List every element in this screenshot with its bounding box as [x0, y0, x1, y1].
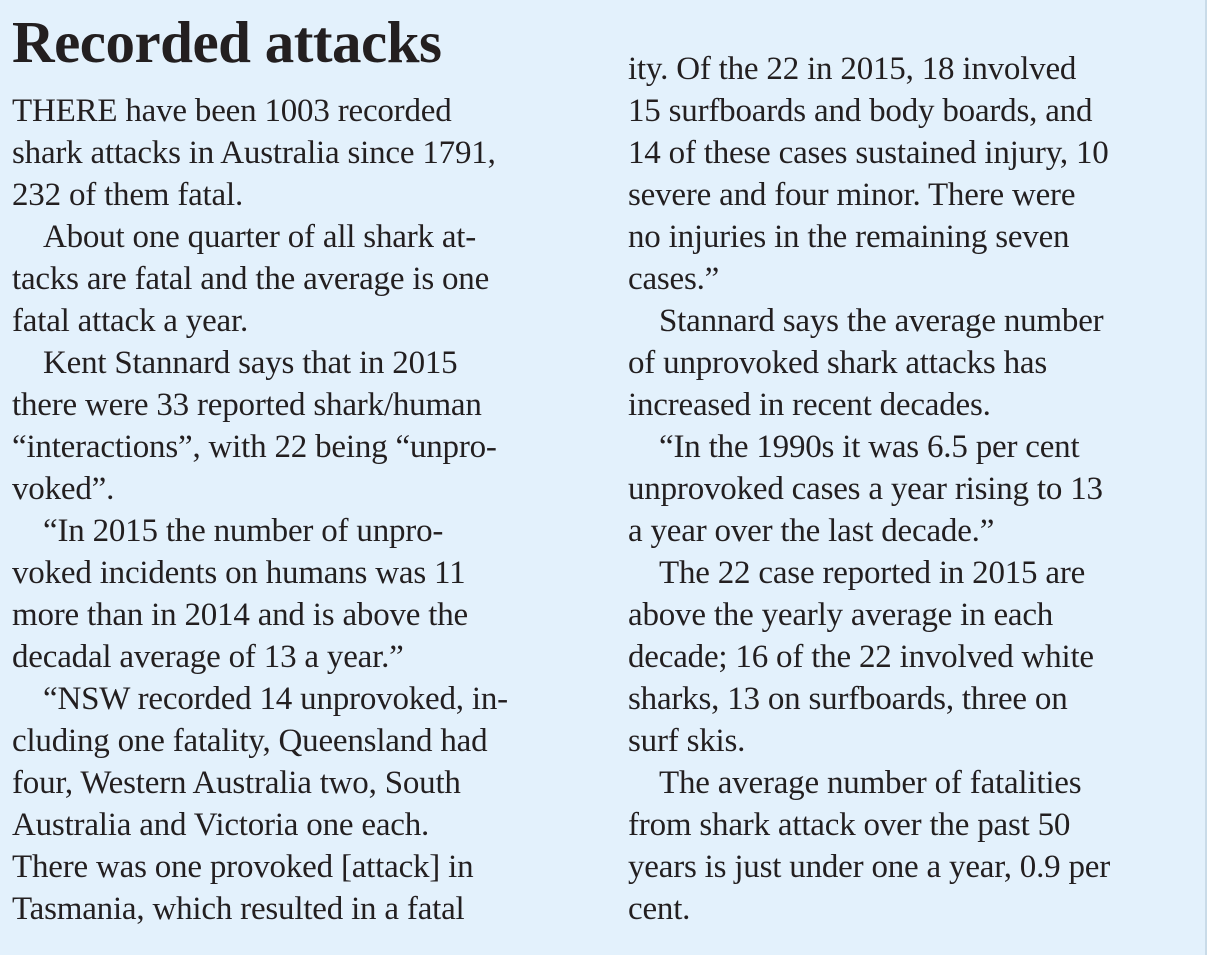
text-line: more than in 2014 and is above the — [12, 597, 469, 633]
text-line: “In 2015 the number of unpro- — [43, 513, 444, 549]
text-line: of unprovoked shark attacks has — [628, 345, 1048, 381]
text-line: Tasmania, which resulted in a fatal — [12, 891, 465, 927]
text-line: above the yearly average in each — [628, 597, 1054, 633]
text-line: voked”. — [12, 471, 115, 507]
text-line: cent. — [628, 891, 691, 927]
text-line: sharks, 13 on surfboards, three on — [628, 681, 1068, 717]
text-line: decadal average of 13 a year.” — [12, 639, 404, 675]
text-line: 14 of these cases sustained injury, 10 — [628, 135, 1109, 171]
text-line: “NSW recorded 14 unprovoked, in- — [43, 681, 508, 717]
text-line: severe and four minor. There were — [628, 177, 1076, 213]
text-line: voked incidents on humans was 11 — [12, 555, 466, 591]
text-line: “In the 1990s it was 6.5 per cent — [659, 429, 1080, 465]
text-line: The average number of fatalities — [659, 765, 1082, 801]
text-line: Kent Stannard says that in 2015 — [43, 345, 458, 381]
text-line: shark attacks in Australia since 1791, — [12, 135, 496, 171]
text-line: Stannard says the average number — [659, 303, 1104, 339]
text-line: tacks are fatal and the average is one — [12, 261, 490, 297]
text-line: Australia and Victoria one each. — [12, 807, 430, 843]
text-line: there were 33 reported shark/human — [12, 387, 482, 423]
text-line: a year over the last decade.” — [628, 513, 995, 549]
text-line: fatal attack a year. — [12, 303, 249, 339]
text-line: cluding one fatality, Queensland had — [12, 723, 488, 759]
text-line: The 22 case reported in 2015 are — [659, 555, 1086, 591]
text-line: THERE have been 1003 recorded — [12, 93, 452, 129]
text-line: decade; 16 of the 22 involved white — [628, 639, 1094, 675]
text-line: 232 of them fatal. — [12, 177, 243, 213]
text-line: About one quarter of all shark at- — [43, 219, 477, 255]
headline: Recorded attacks — [12, 9, 442, 75]
text-line: from shark attack over the past 50 — [628, 807, 1071, 843]
text-line: no injuries in the remaining seven — [628, 219, 1070, 255]
text-line: There was one provoked [attack] in — [12, 849, 474, 885]
left-column — [12, 90, 597, 930]
text-line: 15 surfboards and body boards, and — [628, 93, 1093, 129]
text-line: “interactions”, with 22 being “unpro- — [12, 429, 497, 465]
text-line: four, Western Australia two, South — [12, 765, 461, 801]
text-line: years is just under one a year, 0.9 per — [628, 849, 1111, 885]
text-line: ity. Of the 22 in 2015, 18 involved — [628, 51, 1077, 87]
text-line: surf skis. — [628, 723, 746, 759]
right-column — [628, 48, 1203, 930]
text-line: unprovoked cases a year rising to 13 — [628, 471, 1103, 507]
text-line: cases.” — [628, 261, 720, 297]
text-line: increased in recent decades. — [628, 387, 991, 423]
